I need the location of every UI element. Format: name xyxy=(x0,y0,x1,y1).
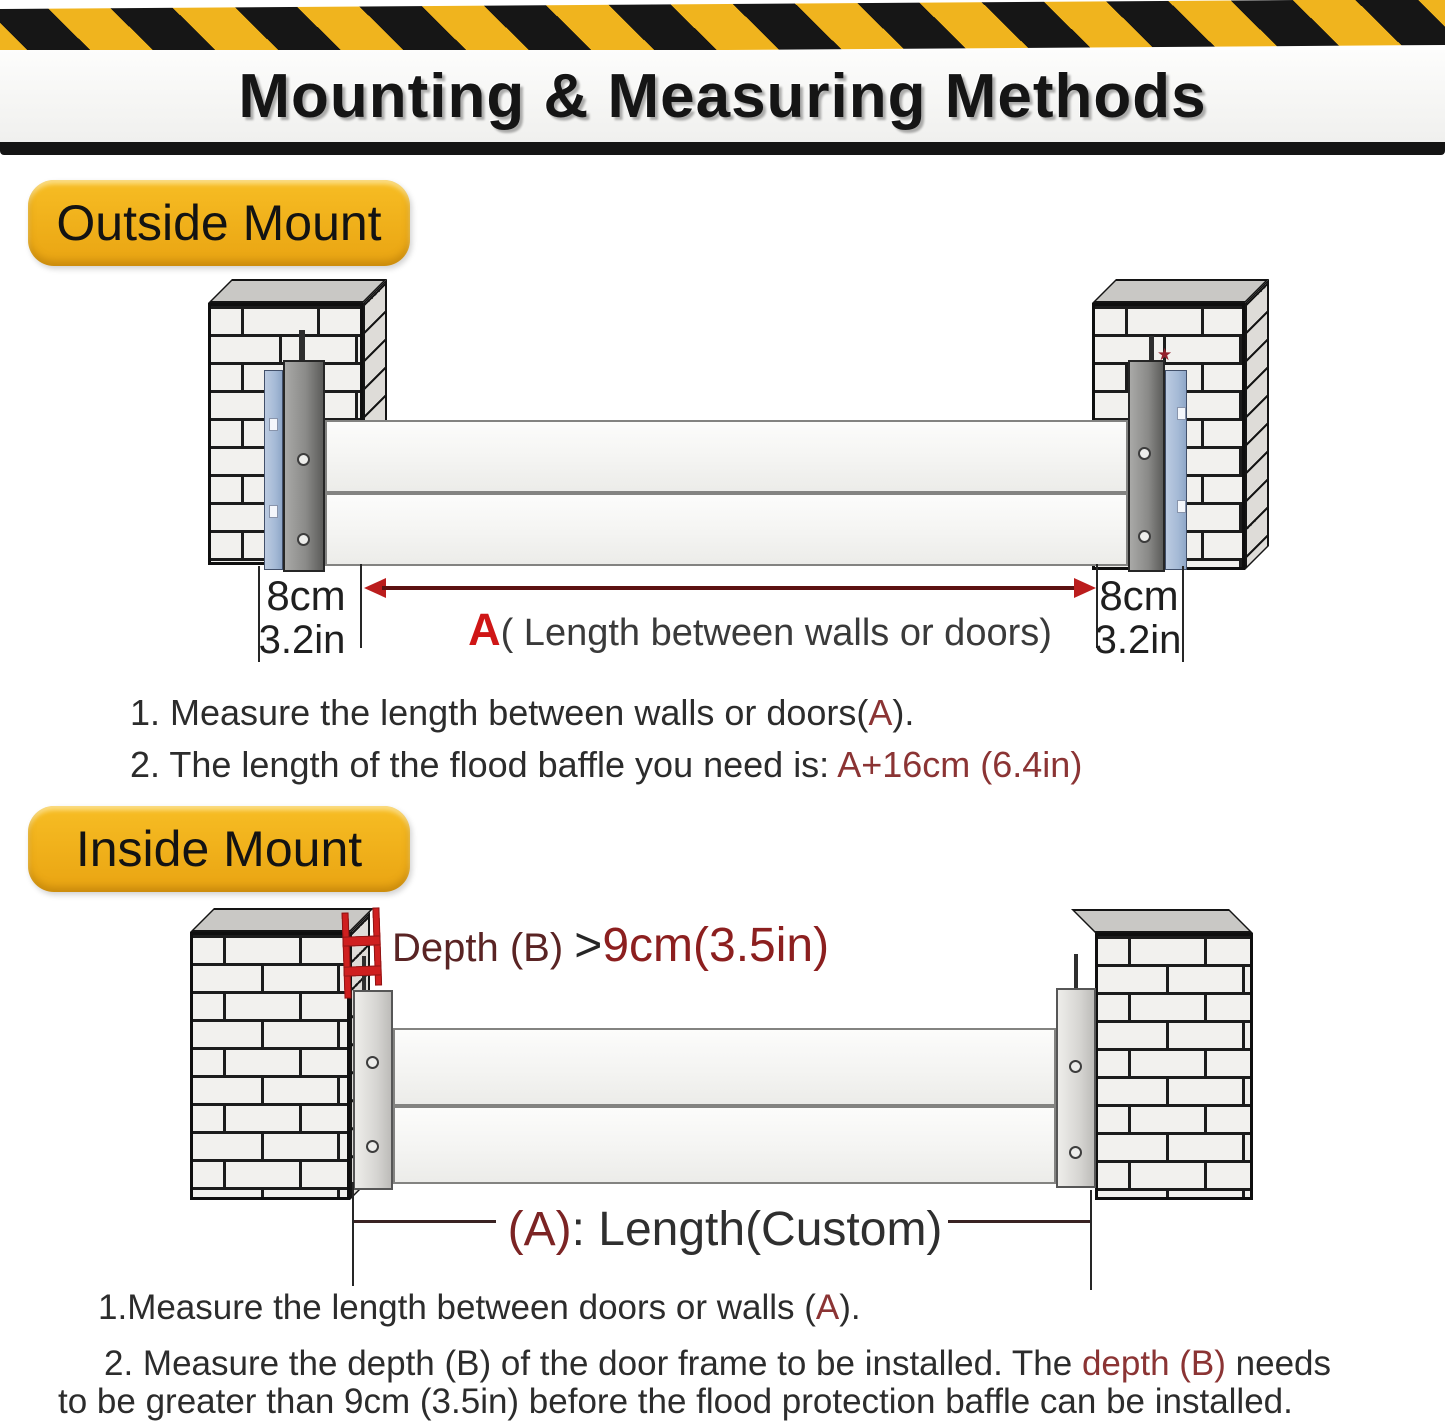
screw-hole xyxy=(1138,530,1151,543)
screw-hole xyxy=(1138,447,1151,460)
strip-hole xyxy=(269,418,278,431)
outside-mount-label xyxy=(28,180,410,266)
flood-baffle-panel-top xyxy=(393,1028,1056,1106)
inside-step-1-end: ). xyxy=(839,1288,861,1327)
inside-mount-label-text: Inside Mount xyxy=(75,821,363,877)
dim-right-cm: 8cm xyxy=(1099,572,1179,619)
bracket-rung xyxy=(343,965,381,976)
strip-hole xyxy=(1177,407,1186,420)
outside-step-2 xyxy=(130,744,1082,786)
span-length-label xyxy=(440,604,1080,656)
strip-hole xyxy=(1177,500,1186,513)
outside-mount-label-text: Outside Mount xyxy=(56,195,382,251)
inside-step-1 xyxy=(98,1288,861,1328)
flood-baffle-panel-bottom xyxy=(325,493,1128,566)
inside-step-2-line1 xyxy=(104,1344,1331,1384)
outside-step-2-text: 2. The length of the flood baffle you need is: xyxy=(130,744,838,785)
dim-tick xyxy=(1090,1190,1092,1290)
mounting-channel xyxy=(353,990,393,1190)
inside-step-1-a: A xyxy=(815,1288,840,1327)
depth-indicator-bracket xyxy=(341,907,384,1000)
inside-mount-label xyxy=(28,806,410,892)
brick-pillar-inside-left xyxy=(190,932,350,1200)
outside-step-1-text: 1. Measure the length between walls or doors( xyxy=(130,692,869,733)
anchor-bolt xyxy=(1074,954,1078,990)
screw-hole xyxy=(366,1056,379,1069)
depth-gt-sign: > xyxy=(574,919,603,972)
length-label-a: (A) xyxy=(507,1203,572,1256)
depth-requirement-label xyxy=(392,918,829,973)
inside-step-2-highlight: depth (B) xyxy=(1081,1344,1226,1383)
dim-right-in: 3.2in xyxy=(1094,618,1182,662)
inside-step-2-cont: needs xyxy=(1225,1344,1332,1383)
dim-left-cm: 8cm xyxy=(266,572,346,619)
pillar-side-face xyxy=(1245,279,1269,570)
screw-hole xyxy=(297,533,310,546)
dim-tick xyxy=(352,1182,354,1286)
length-label-rest: : Length(Custom) xyxy=(571,1203,943,1256)
title-band xyxy=(0,50,1445,142)
arrowhead-right xyxy=(1074,578,1096,598)
screw-hole xyxy=(1069,1060,1082,1073)
hazard-stripe-banner xyxy=(0,0,1445,55)
header-divider-bar xyxy=(0,142,1445,155)
depth-label-text: Depth (B) xyxy=(392,926,575,970)
inside-step-2-text: 2. Measure the depth (B) of the door frame to be installed. The xyxy=(104,1344,1082,1383)
strip-hole xyxy=(269,505,278,518)
anchor-mark-star: ★ xyxy=(1157,345,1173,364)
depth-value-text: 9cm(3.5in) xyxy=(602,919,830,972)
dim-line-segment xyxy=(948,1220,1090,1223)
pillar-top-face xyxy=(1071,909,1253,933)
outside-step-1-end: ). xyxy=(892,692,915,733)
screw-hole xyxy=(1069,1146,1082,1159)
outside-step-1 xyxy=(130,692,914,734)
inside-step-1-text: 1.Measure the length between doors or walls ( xyxy=(98,1288,816,1327)
length-custom-label xyxy=(500,1202,950,1257)
bracket-rung xyxy=(342,935,380,946)
pillar-front-face xyxy=(190,932,350,1200)
page-title: Mounting & Measuring Methods xyxy=(238,61,1207,131)
flood-baffle-panel-top xyxy=(325,420,1128,493)
pillar-top-face xyxy=(208,279,387,303)
inside-step-2-wrap: to be greater than 9cm (3.5in) before the flood protection baffle can be installed. xyxy=(58,1382,1293,1421)
dim-arrow-shaft xyxy=(382,586,1078,590)
pillar-front-face xyxy=(1095,933,1253,1200)
flood-baffle-panel-bottom xyxy=(393,1106,1056,1184)
inside-step-2-line2 xyxy=(58,1382,1293,1421)
span-length-a: A xyxy=(468,604,501,655)
wall-seal-strip xyxy=(264,370,283,570)
pillar-top-face xyxy=(1092,279,1269,303)
screw-hole xyxy=(297,453,310,466)
wall-seal-strip xyxy=(1165,370,1187,570)
dim-line-segment xyxy=(354,1220,496,1223)
span-length-rest: ( Length between walls or doors) xyxy=(500,612,1052,654)
screw-hole xyxy=(366,1140,379,1153)
brick-pillar-inside-right xyxy=(1095,933,1253,1200)
dim-left-in: 3.2in xyxy=(258,618,346,662)
outside-step-1-a: A xyxy=(868,692,893,733)
outside-step-2-highlight: A+16cm (6.4in) xyxy=(837,744,1083,785)
